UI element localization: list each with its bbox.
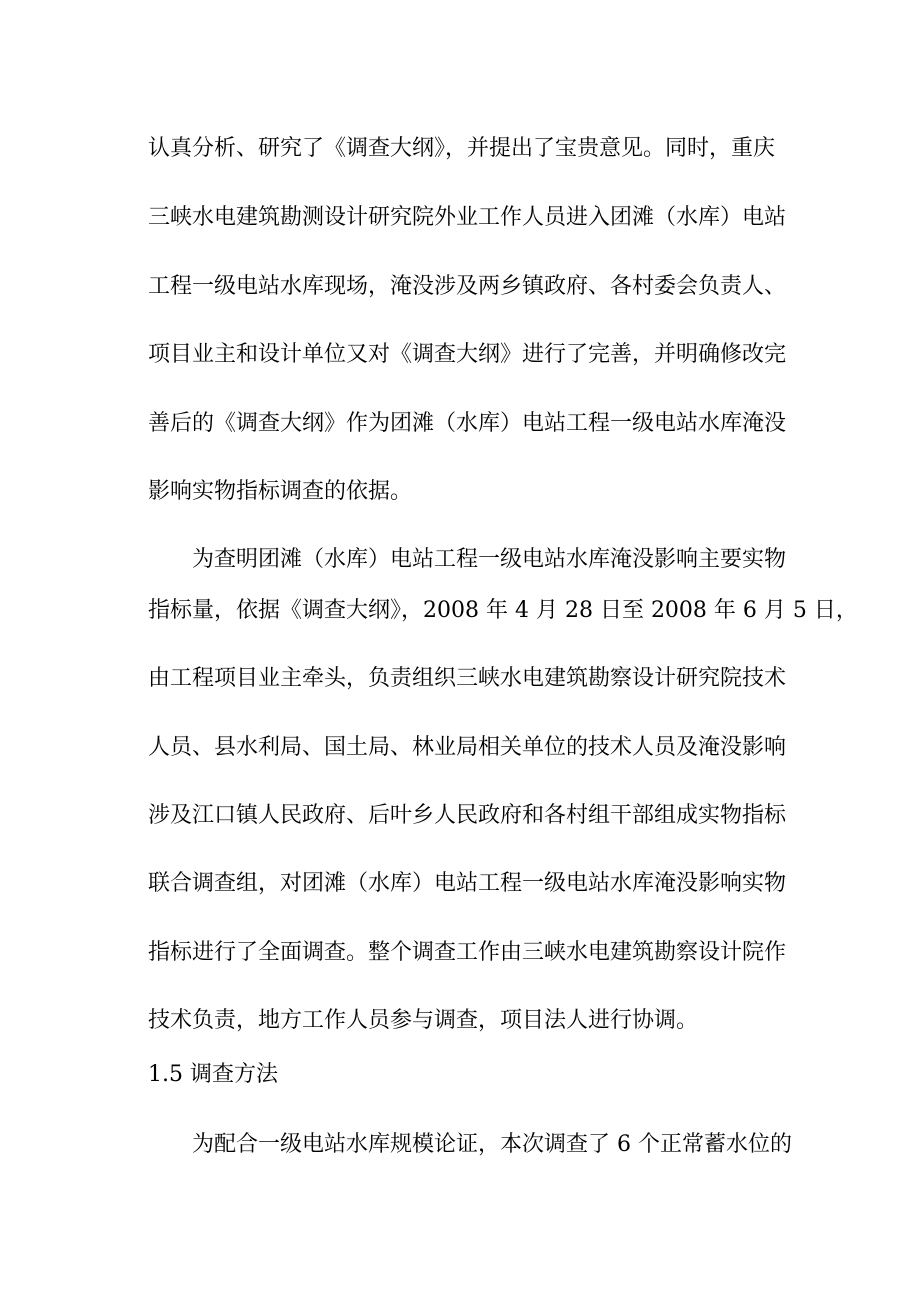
paragraph-1-line-2: 三峡水电建筑勘测设计研究院外业工作人员进入团滩（水库）电站 <box>148 205 787 230</box>
paragraph-1-line-5: 善后的《调查大纲》作为团滩（水库）电站工程一级电站水库淹没 <box>148 411 787 436</box>
paragraph-1-line-6: 影响实物指标调查的依据。 <box>148 479 413 504</box>
paragraph-2-line-4: 人员、县水利局、国土局、林业局相关单位的技术人员及淹没影响 <box>148 735 787 760</box>
paragraph-2-line-7: 指标进行了全面调查。整个调查工作由三峡水电建筑勘察设计院作 <box>148 940 787 965</box>
paragraph-2-line-6: 联合调查组，对团滩（水库）电站工程一级电站水库淹没影响实物 <box>148 871 787 896</box>
paragraph-1-line-3: 工程一级电站水库现场，淹没涉及两乡镇政府、各村委会负责人、 <box>148 274 787 299</box>
paragraph-1-line-4: 项目业主和设计单位又对《调查大纲》进行了完善，并明确修改完 <box>148 342 787 367</box>
paragraph-3-line-1: 为配合一级电站水库规模论证，本次调查了 6 个正常蓄水位的 <box>192 1132 792 1157</box>
paragraph-2-line-1: 为查明团滩（水库）电站工程一级电站水库淹没影响主要实物 <box>192 547 787 572</box>
section-heading: 1.5 调查方法 <box>148 1062 278 1087</box>
paragraph-2-line-3: 由工程项目业主牵头，负责组织三峡水电建筑勘察设计研究院技术 <box>148 666 787 691</box>
paragraph-2-line-5: 涉及江口镇人民政府、后叶乡人民政府和各村组干部组成实物指标 <box>148 803 787 828</box>
paragraph-2-line-8: 技术负责，地方工作人员参与调查，项目法人进行协调。 <box>148 1008 699 1033</box>
paragraph-2-line-2: 指标量，依据《调查大纲》，2008 年 4 月 28 日至 2008 年 6 月 5 日， <box>148 598 858 623</box>
paragraph-1-line-1: 认真分析、研究了《调查大纲》，并提出了宝贵意见。同时，重庆 <box>148 136 776 161</box>
